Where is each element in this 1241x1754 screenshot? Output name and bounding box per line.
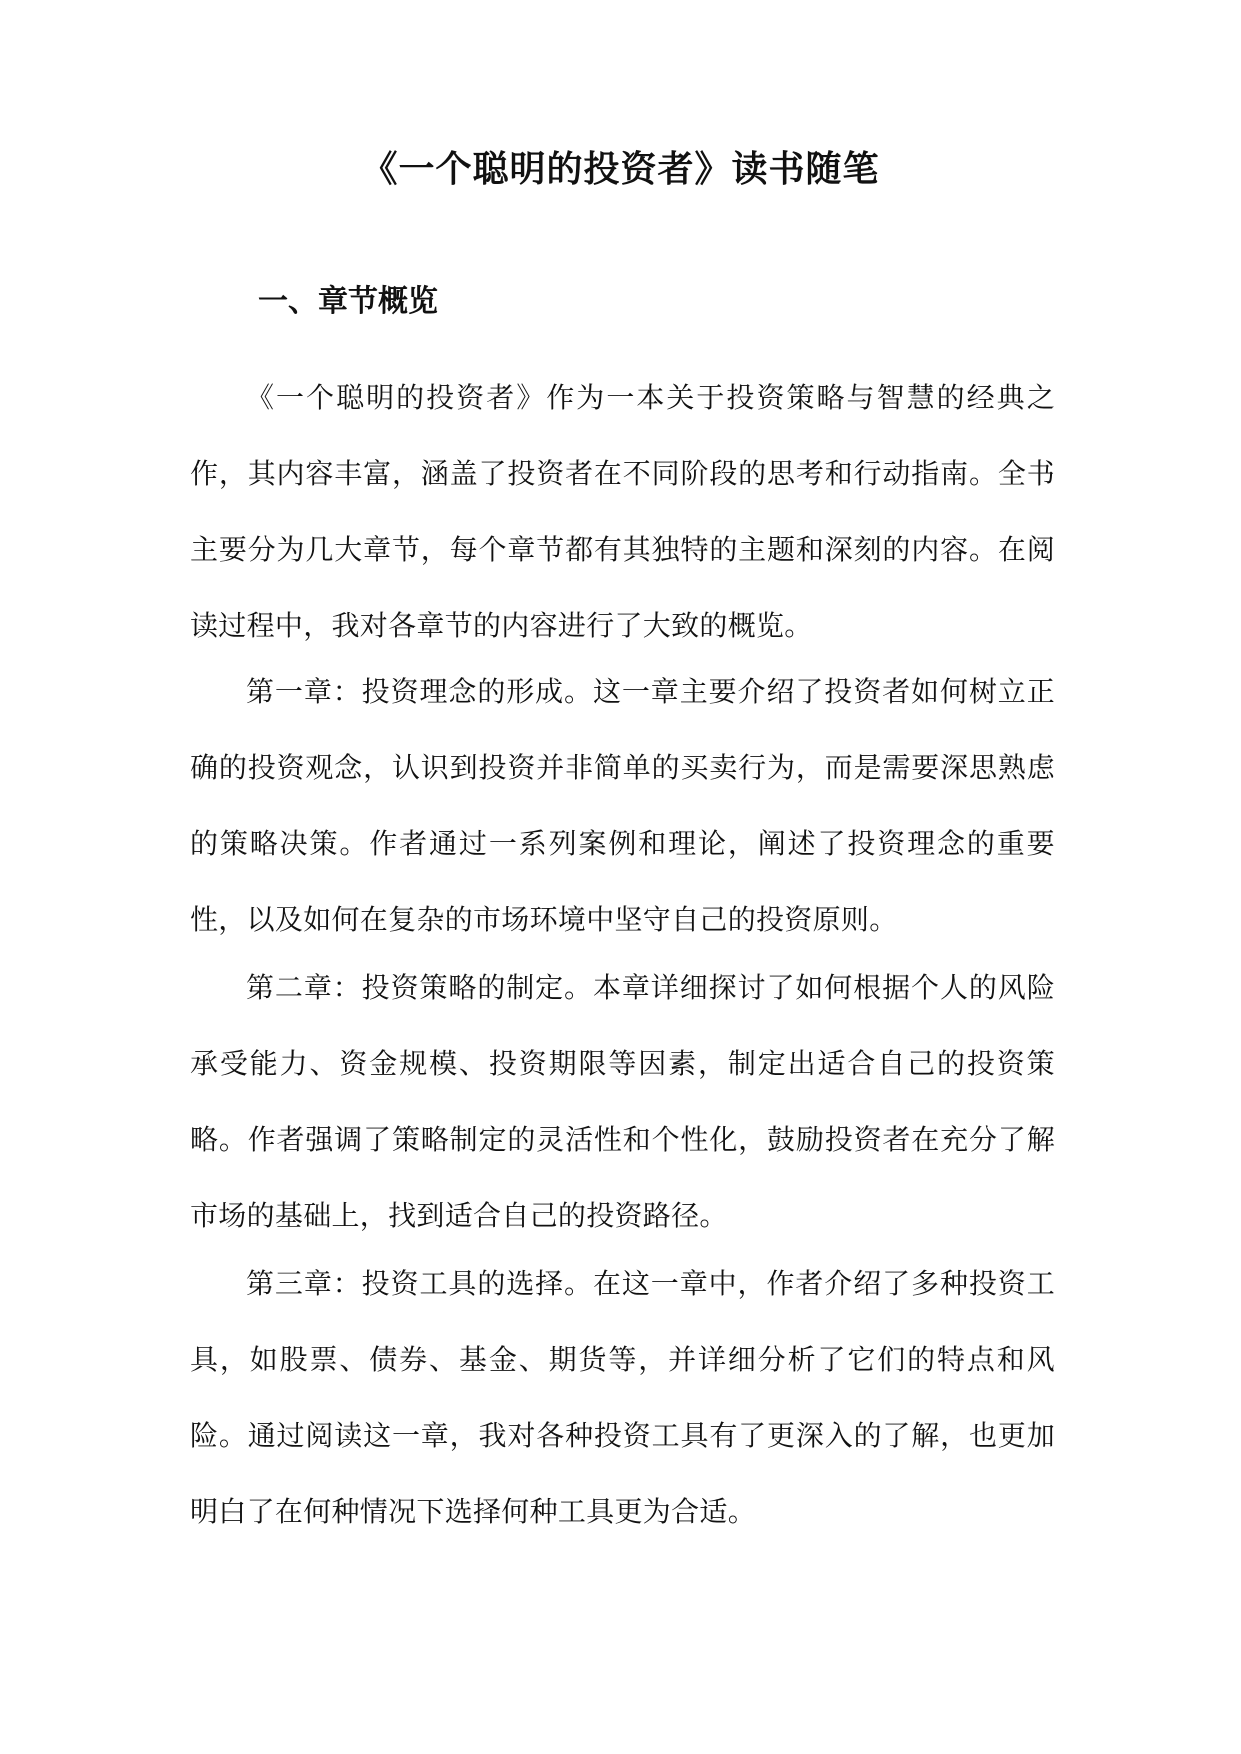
- paragraph-chapter-1: 第一章：投资理念的形成。这一章主要介绍了投资者如何树立正确的投资观念，认识到投资并非简单的买卖行为，而是需要深思熟虑的策略决策。作者通过一系列案例和理论，阐述了投资理念的重要性，以及如何在复杂的市场环境中坚守自己的投资原则。: [190, 675, 1055, 936]
- section-heading: 一、章节概览: [258, 284, 438, 319]
- paragraph-chapter-2: 第二章：投资策略的制定。本章详细探讨了如何根据个人的风险承受能力、资金规模、投资期限等因素，制定出适合自己的投资策略。作者强调了策略制定的灵活性和个性化，鼓励投资者在充分了解市场的基础上，找到适合自己的投资路径。: [190, 971, 1055, 1232]
- paragraph-chapter-3: 第三章：投资工具的选择。在这一章中，作者介绍了多种投资工具，如股票、债券、基金、期货等，并详细分析了它们的特点和风险。通过阅读这一章，我对各种投资工具有了更深入的了解，也更加明白了在何种情况下选择何种工具更为合适。: [190, 1267, 1055, 1528]
- paragraph-intro: 《一个聪明的投资者》作为一本关于投资策略与智慧的经典之作，其内容丰富，涵盖了投资者在不同阶段的思考和行动指南。全书主要分为几大章节，每个章节都有其独特的主题和深刻的内容。在阅读过程中，我对各章节的内容进行了大致的概览。: [190, 381, 1055, 642]
- document-title: 《一个聪明的投资者》读书随笔: [361, 149, 880, 190]
